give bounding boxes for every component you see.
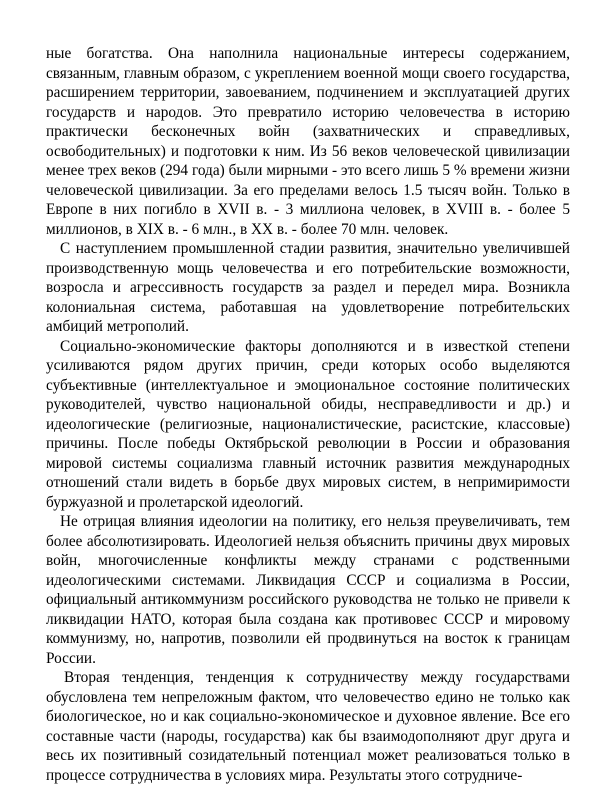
paragraph-2: С наступлением промышленной стадии развития, значительно увеличившей производственную мощь человечества и его потребительские возможности, возросла и агрессивность государств за раздел и передел мира. Возникла колониальная система, работавшая на удовлетворение потребительских амбиций метрополий. bbox=[46, 240, 570, 335]
paragraph-4: Не отрицая влияния идеологии на политику, его нельзя преувеличивать, тем более абсолютизировать. Идеологией нельзя объяснить причины двух мировых войн, многочисленные конфликты между странами с родственными идеологическими системами. Ликвидация СССР и социализма в России, официальный антикоммунизм российского руководства не только не привели к ликвидации НАТО, которая была создана как противовес СССР и мировому коммунизму, но, напротив, позволили ей продвинуться на восток к границам России. bbox=[46, 513, 570, 667]
paragraph-3: Социально-экономические факторы дополняются и в известкой степени усиливаются рядом других причин, среди которых особо выделяются субъективные (интеллектуальное и эмоциональное состояние политических руководителей, чувство национальной обиды, несправедливости и др.) и идеологические (религиозные, националистические, расистские, классовые) причины. После победы Октябрьской революции в России и образования мировой системы социализма главный источник развития международных отношений стали видеть в борьбе двух мировых систем, в непримиримости буржуазной и пролетарской идеологий. bbox=[46, 337, 570, 511]
paragraph-5: Вторая тенденция, тенденция к сотрудничеству между государствами обусловлена тем непреложным фактом, что человечество едино не только как биологическое, но и как социально-экономическое и духовное явление. Все его составные части (народы, государства) как бы взаимодополняют друг друга и весь их позитивный созидательный потенциал может реализоваться только в процессе сотрудничества в условиях мира. Результаты этого сотрудниче- bbox=[46, 669, 570, 784]
body-text bbox=[46, 44, 570, 785]
paragraph-1: ные богатства. Она наполнила национальные интересы содержанием, связанным, главным образом, с укреплением военной мощи своего государства, расширением территории, завоеванием, подчинением и эксплуатацией других государств и народов. Это превратило историю человечества в историю практически бесконечных войн (захватнических и справедливых, освободительных) и подготовки к ним. Из 56 веков человеческой цивилизации менее трех веков (294 года) были мирными - это всего лишь 5 % времени жизни человеческой цивилизации. За его пределами велось 1.5 тысяч войн. Только в Европе в них погибло в XVII в. - 3 миллиона человек, в XVIII в. - более 5 миллионов, в XIX в. - 6 млн., в XX в. - более 70 млн. человек. bbox=[46, 45, 570, 238]
